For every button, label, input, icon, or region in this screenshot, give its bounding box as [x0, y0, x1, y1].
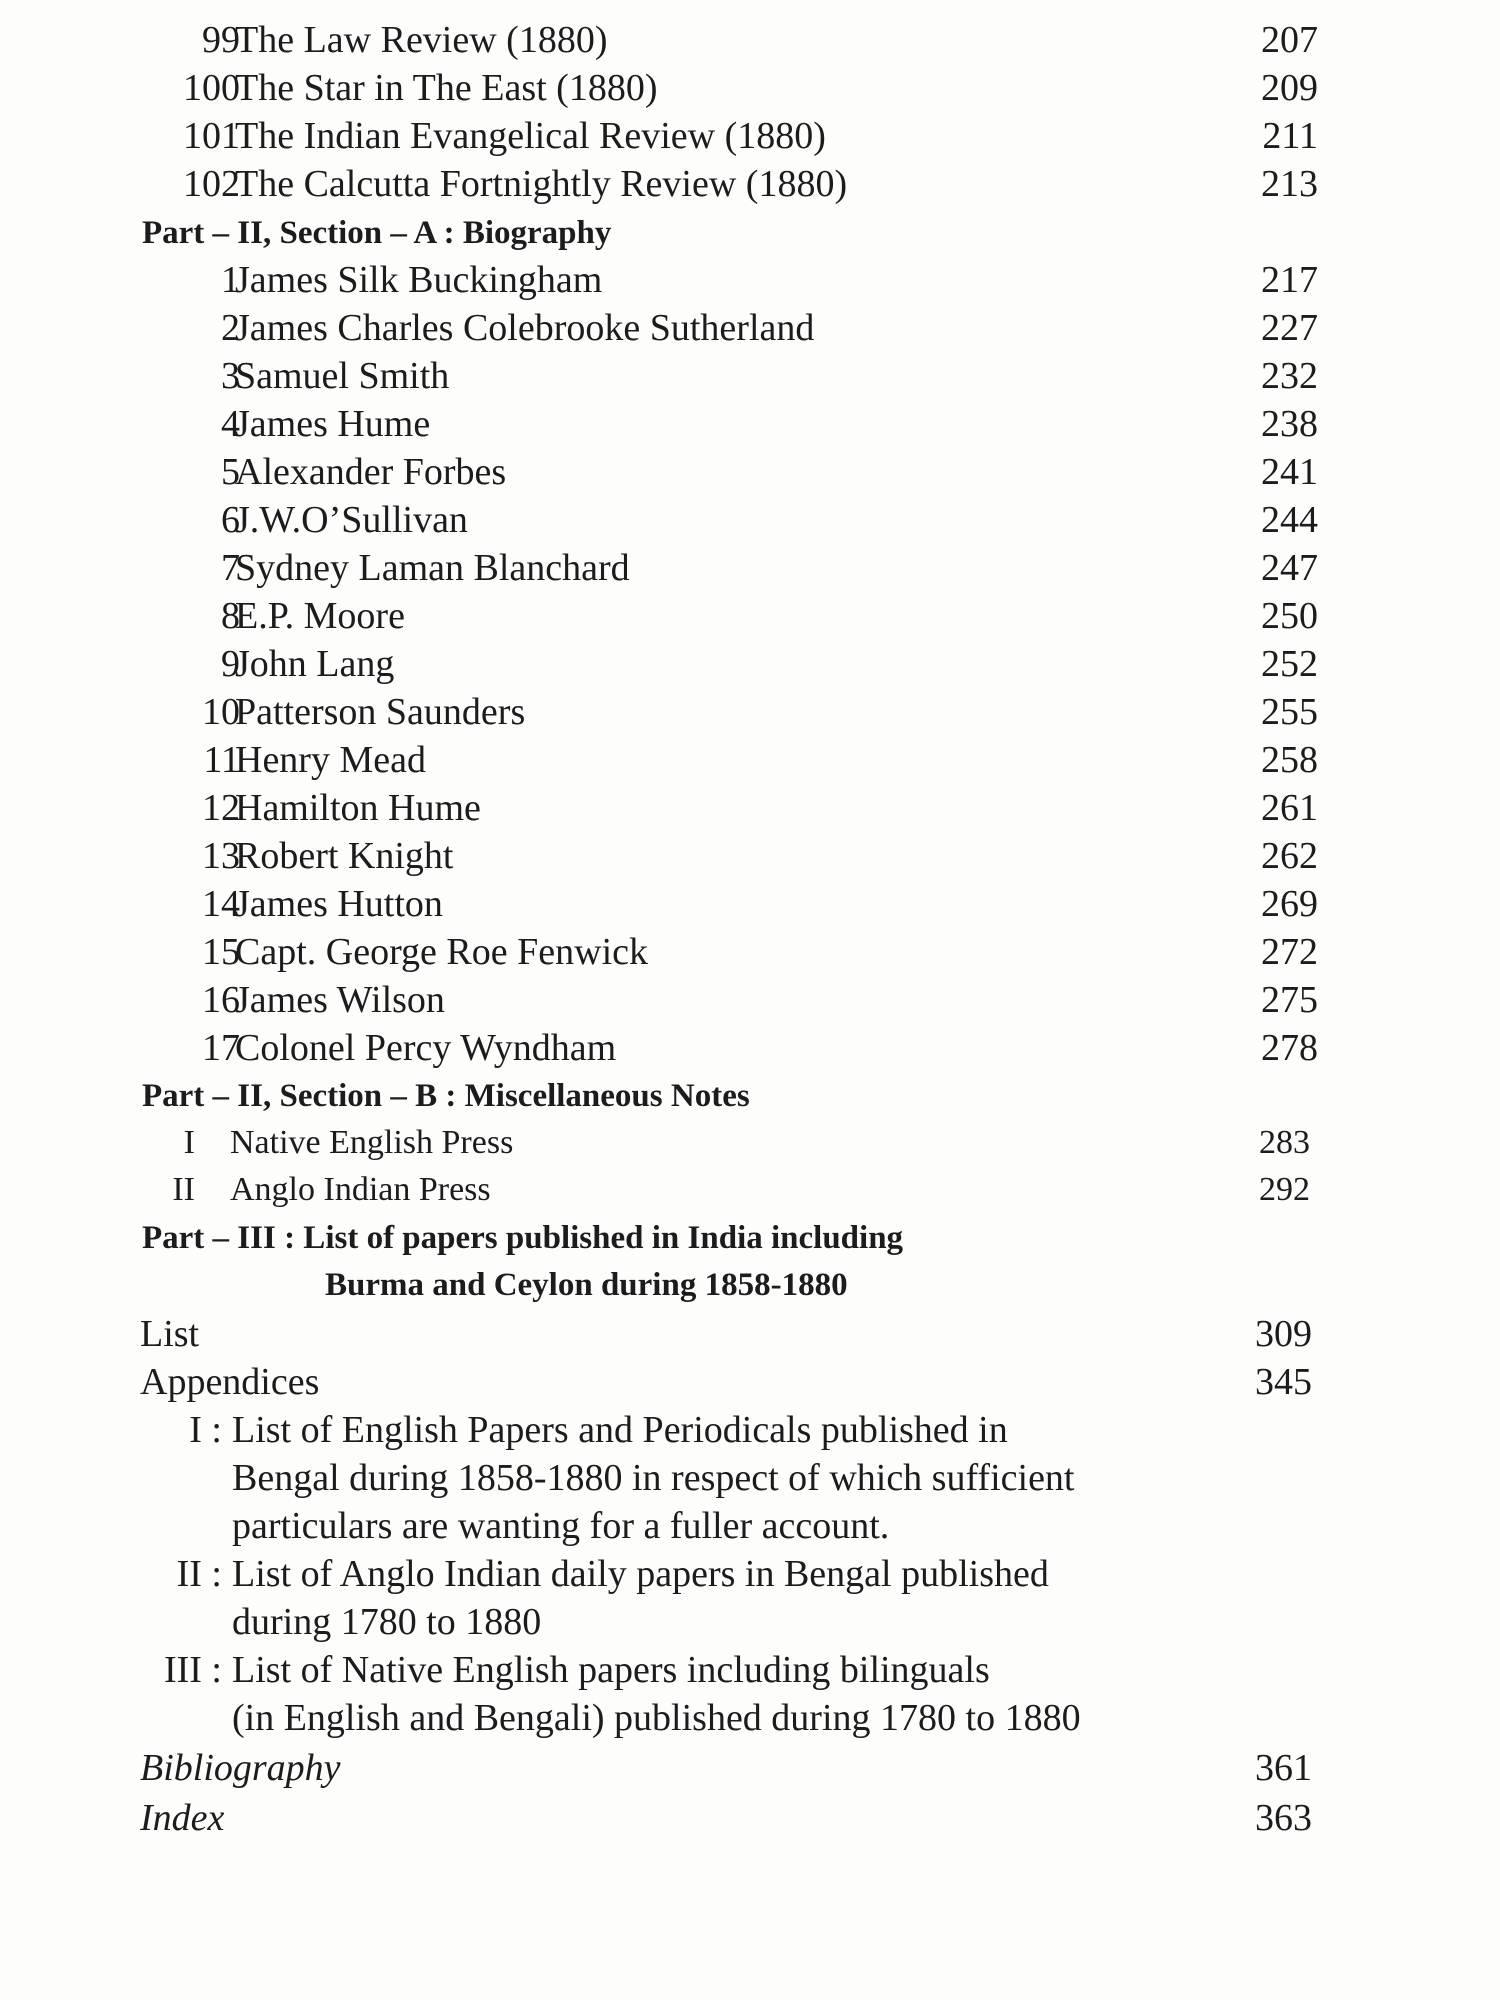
- bibliography-label: Bibliography: [140, 1747, 341, 1789]
- entry-title: Samuel Smith: [235, 355, 450, 397]
- toc-entry: [0, 1024, 1500, 1072]
- entry-number: 6: [221, 499, 240, 541]
- appendices-page: 345: [1255, 1361, 1312, 1403]
- list-page: 309: [1255, 1313, 1312, 1355]
- entry-title: Hamilton Hume: [235, 787, 481, 829]
- appendix-text: during 1780 to 1880: [232, 1601, 542, 1643]
- entry-number: 100: [183, 67, 240, 109]
- list-label: List: [140, 1313, 200, 1355]
- entry-page: 227: [1261, 307, 1318, 349]
- entry-number: II: [172, 1171, 195, 1208]
- appendix-text: List of Anglo Indian daily papers in Bengal published: [232, 1553, 1049, 1595]
- toc-entry: [0, 112, 1500, 160]
- appendix-text: List of English Papers and Periodicals published in: [232, 1409, 1008, 1451]
- index-page: 363: [1255, 1797, 1312, 1839]
- toc-entry: [0, 1119, 1500, 1167]
- entry-page: 275: [1261, 979, 1318, 1021]
- entry-page: 211: [1262, 115, 1318, 157]
- toc-entry: [0, 352, 1500, 400]
- entry-page: 283: [1259, 1124, 1310, 1161]
- entry-number: 4: [221, 403, 240, 445]
- entry-title: Patterson Saunders: [235, 691, 526, 733]
- appendices-entry: [0, 1358, 1500, 1406]
- part3-heading: Part – III : List of papers published in India including: [142, 1220, 904, 1256]
- entry-number: 15: [202, 931, 240, 973]
- appendix-text: Bengal during 1858-1880 in respect of which sufficient: [232, 1457, 1075, 1499]
- entry-page: 252: [1261, 643, 1318, 685]
- toc-entry: [0, 544, 1500, 592]
- entry-title: James Silk Buckingham: [235, 259, 603, 301]
- index-entry: [0, 1794, 1500, 1842]
- toc-entry: [0, 16, 1500, 64]
- entry-title: Henry Mead: [235, 739, 426, 781]
- entry-number: 99: [202, 19, 240, 61]
- entry-number: 7: [221, 547, 240, 589]
- entry-page: 261: [1261, 787, 1318, 829]
- entry-page: 207: [1261, 19, 1318, 61]
- entry-page: 209: [1261, 67, 1318, 109]
- entry-number: 2: [221, 307, 240, 349]
- part3-heading-continued: Burma and Ceylon during 1858-1880: [325, 1267, 848, 1303]
- entry-title: James Charles Colebrooke Sutherland: [235, 307, 815, 349]
- toc-entry: [0, 160, 1500, 208]
- entry-number: 3: [221, 355, 240, 397]
- entry-title: Colonel Percy Wyndham: [235, 1027, 617, 1069]
- bibliography-page: 361: [1255, 1747, 1312, 1789]
- entry-page: 217: [1261, 259, 1318, 301]
- entry-number: 102: [183, 163, 240, 205]
- entry-number: 12: [202, 787, 240, 829]
- toc-entry: [0, 880, 1500, 928]
- appendices-label: Appendices: [140, 1361, 320, 1403]
- toc-entry: [0, 640, 1500, 688]
- toc-entry: [0, 448, 1500, 496]
- appendix-number: I :: [189, 1409, 222, 1451]
- entry-page: 272: [1261, 931, 1318, 973]
- entry-title: The Indian Evangelical Review (1880): [235, 115, 826, 157]
- entry-number: 10: [202, 691, 240, 733]
- entry-page: 244: [1261, 499, 1318, 541]
- appendix-text: particulars are wanting for a fuller account.: [232, 1505, 890, 1547]
- section-b-heading: Part – II, Section – B : Miscellaneous Notes: [142, 1078, 750, 1114]
- entry-title: Native English Press: [230, 1124, 514, 1161]
- entry-page: 255: [1261, 691, 1318, 733]
- entry-number: I: [183, 1124, 195, 1161]
- bibliography-entry: [0, 1744, 1500, 1792]
- section-a-heading: Part – II, Section – A : Biography: [142, 215, 612, 251]
- entry-title: The Star in The East (1880): [235, 67, 658, 109]
- toc-entry: [0, 928, 1500, 976]
- entry-number: 1: [221, 259, 240, 301]
- entry-title: J.W.O’Sullivan: [235, 499, 468, 541]
- toc-entry: [0, 832, 1500, 880]
- toc-entry: [0, 64, 1500, 112]
- toc-entry: [0, 304, 1500, 352]
- entry-number: 9: [221, 643, 240, 685]
- entry-title: The Calcutta Fortnightly Review (1880): [235, 163, 848, 205]
- toc-entry: [0, 1166, 1500, 1214]
- entry-title: John Lang: [235, 643, 395, 685]
- entry-page: 232: [1261, 355, 1318, 397]
- appendix-text: List of Native English papers including bilinguals: [232, 1649, 990, 1691]
- index-label: Index: [140, 1797, 225, 1839]
- entry-title: Anglo Indian Press: [230, 1171, 491, 1208]
- entry-title: Alexander Forbes: [235, 451, 507, 493]
- list-entry: [0, 1310, 1500, 1358]
- entry-number: 14: [202, 883, 240, 925]
- appendix-number: II :: [176, 1553, 222, 1595]
- toc-entry: [0, 256, 1500, 304]
- entry-page: 269: [1261, 883, 1318, 925]
- entry-page: 278: [1261, 1027, 1318, 1069]
- entry-page: 247: [1261, 547, 1318, 589]
- entry-number: 16: [202, 979, 240, 1021]
- toc-entry: [0, 688, 1500, 736]
- appendix-text: (in English and Bengali) published during 1780 to 1880: [232, 1697, 1081, 1739]
- entry-number: 8: [221, 595, 240, 637]
- toc-entry: [0, 976, 1500, 1024]
- entry-page: 213: [1261, 163, 1318, 205]
- entry-page: 262: [1261, 835, 1318, 877]
- toc-entry: [0, 496, 1500, 544]
- entry-number: 11: [203, 739, 240, 781]
- toc-entry: [0, 784, 1500, 832]
- entry-number: 17: [202, 1027, 240, 1069]
- entry-title: Capt. George Roe Fenwick: [235, 931, 648, 973]
- toc-entry: [0, 592, 1500, 640]
- entry-number: 101: [183, 115, 240, 157]
- entry-number: 13: [202, 835, 240, 877]
- entry-title: James Hume: [235, 403, 431, 445]
- appendix-number: III :: [163, 1649, 222, 1691]
- entry-page: 238: [1261, 403, 1318, 445]
- entry-title: E.P. Moore: [235, 595, 405, 637]
- toc-entry: [0, 736, 1500, 784]
- entry-number: 5: [221, 451, 240, 493]
- entry-title: Sydney Laman Blanchard: [235, 547, 630, 589]
- entry-title: The Law Review (1880): [235, 19, 608, 61]
- entry-page: 292: [1259, 1171, 1310, 1208]
- entry-title: James Wilson: [235, 979, 445, 1021]
- entry-title: James Hutton: [235, 883, 443, 925]
- entry-page: 258: [1261, 739, 1318, 781]
- entry-title: Robert Knight: [235, 835, 454, 877]
- entry-page: 241: [1261, 451, 1318, 493]
- entry-page: 250: [1261, 595, 1318, 637]
- toc-entry: [0, 400, 1500, 448]
